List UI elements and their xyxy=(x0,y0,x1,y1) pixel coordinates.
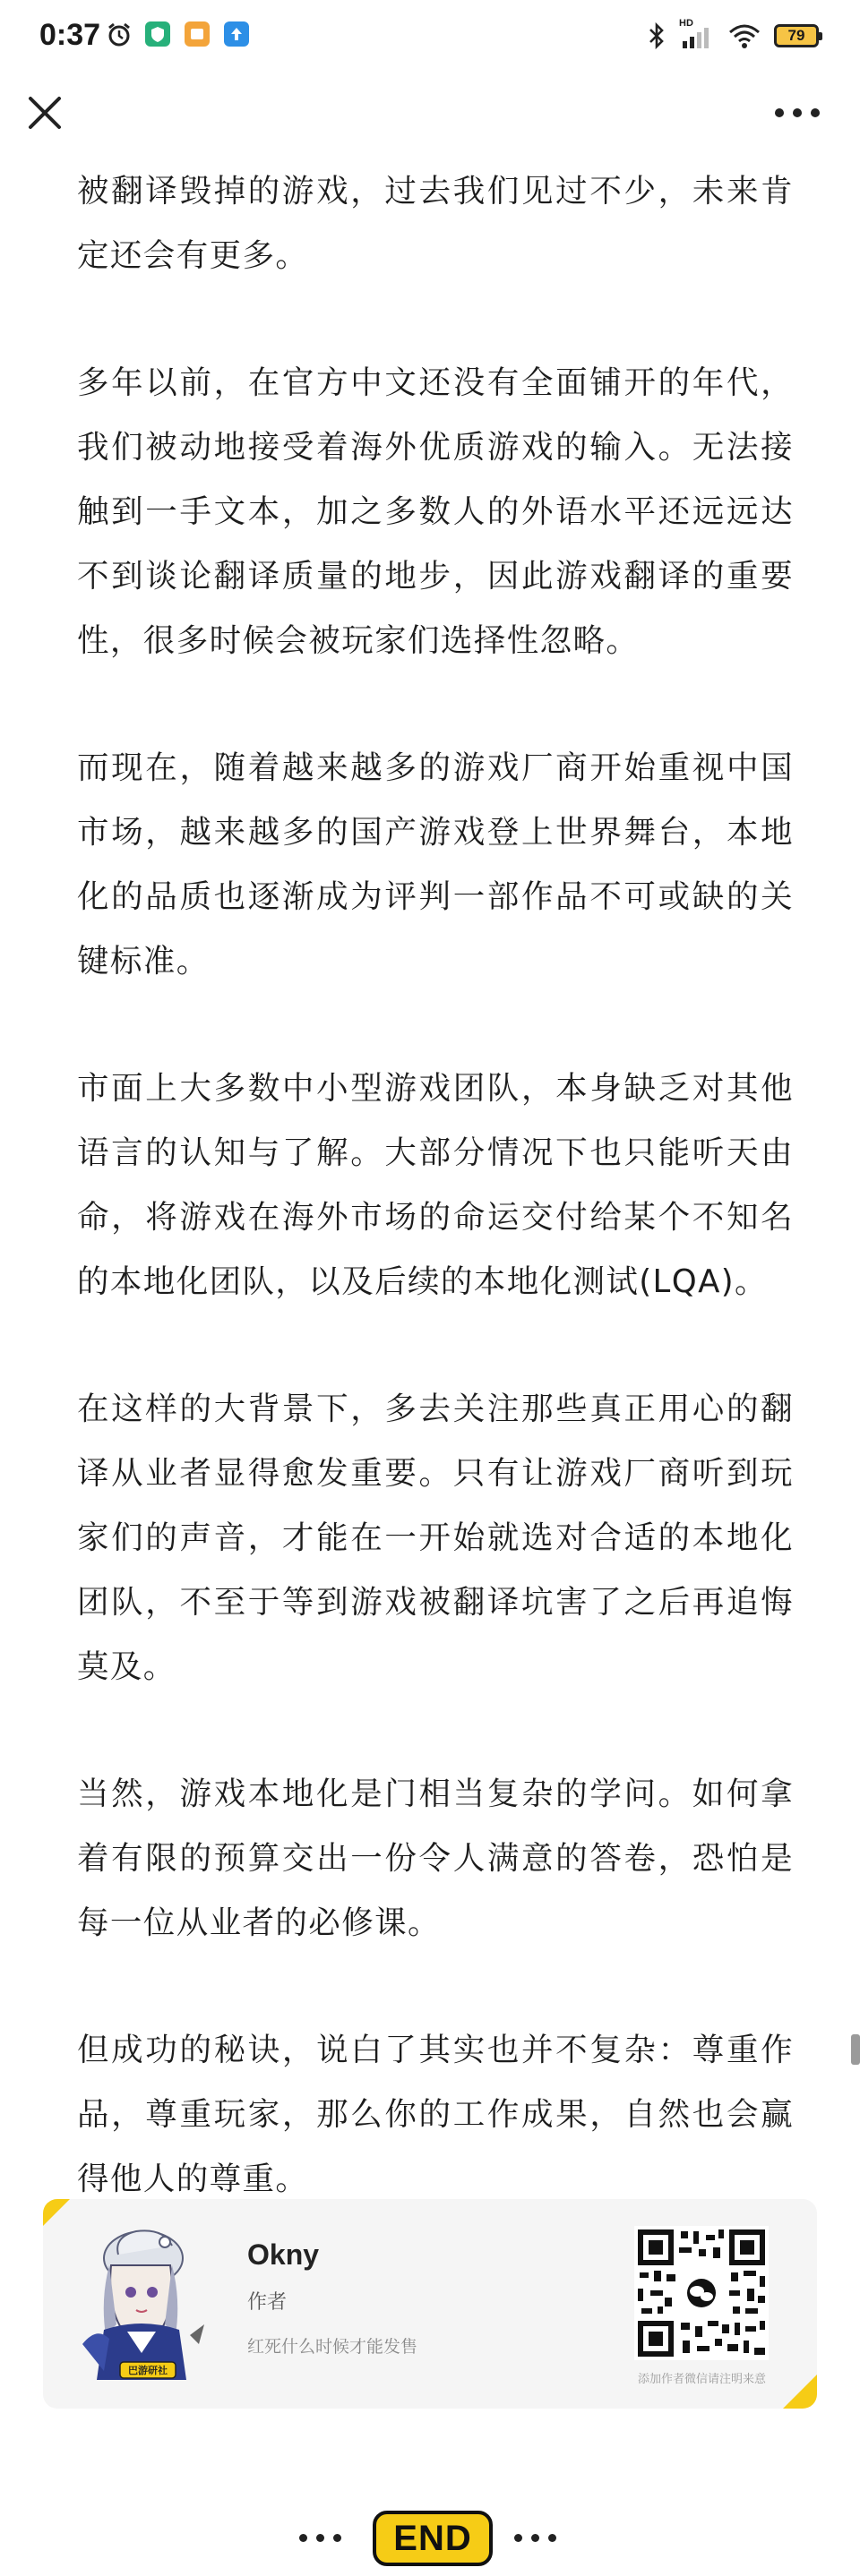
network-label: HD xyxy=(679,18,693,29)
avatar-badge: 巴游研社 xyxy=(128,2365,168,2376)
end-badge: END xyxy=(373,2511,493,2566)
app-notification-icon xyxy=(145,21,170,47)
article-paragraph: 市面上大多数中小型游戏团队，本身缺乏对其他语言的认知与了解。大部分情况下也只能听天由命，将游戏在海外市场的命运交付给某个不知名的本地化团队，以及后续的本地化测试(LQA)。 xyxy=(77,1070,794,1300)
status-bar xyxy=(0,0,860,72)
app-notification-icon xyxy=(185,21,210,47)
author-name[interactable]: Okny xyxy=(247,2238,320,2271)
end-dots-right xyxy=(514,2534,556,2542)
article-paragraph: 多年以前，在官方中文还没有全面铺开的年代，我们被动地接受着海外优质游戏的输入。无法接触到一手文本，加之多数人的外语水平还远远达不到谈论翻译质量的地步，因此游戏翻译的重要性，很多时候会被玩家们选择性忽略。 xyxy=(77,364,794,659)
author-role: 作者 xyxy=(247,2291,288,2314)
top-nav xyxy=(0,81,860,145)
battery-icon: 79 xyxy=(774,24,819,47)
wifi-icon xyxy=(727,21,761,50)
author-card[interactable] xyxy=(43,2199,817,2409)
article-paragraph: 被翻译毁掉的游戏，过去我们见过不少，未来肯定还会有更多。 xyxy=(77,173,794,274)
qr-caption: 添加作者微信请注明来意 xyxy=(638,2373,767,2386)
article-body xyxy=(77,159,794,2274)
qr-code[interactable] xyxy=(634,2226,769,2360)
more-icon[interactable] xyxy=(770,91,824,134)
author-bio: 红死什么时候才能发售 xyxy=(247,2337,418,2357)
article-paragraph: 当然，游戏本地化是门相当复杂的学问。如何拿着有限的预算交出一份令人满意的答卷，恐怕是每一位从业者的必修课。 xyxy=(77,1776,794,1941)
signal-icon xyxy=(679,18,715,50)
end-dots-left xyxy=(299,2534,341,2542)
status-time: 0:37 xyxy=(39,18,101,52)
card-corner-accent xyxy=(783,2375,817,2409)
alarm-icon xyxy=(106,21,133,48)
article-paragraph: 在这样的大背景下，多去关注那些真正用心的翻译从业者显得愈发重要。只有让游戏厂商听到玩家们的声音，才能在一开始就选对合适的本地化团队，不至于等到游戏被翻译坑害了之后再追悔莫及。 xyxy=(77,1391,794,1685)
article-paragraph: 而现在，随着越来越多的游戏厂商开始重视中国市场，越来越多的国产游戏登上世界舞台，本地化的品质也逐渐成为评判一部作品不可或缺的关键标准。 xyxy=(77,749,794,980)
bluetooth-icon xyxy=(647,21,666,50)
app-notification-icon xyxy=(224,21,249,47)
end-marker xyxy=(0,2507,860,2570)
article-paragraph: 但成功的秘诀，说白了其实也并不复杂：尊重作品，尊重玩家，那么你的工作成果，自然也会赢得他人的尊重。 xyxy=(77,2032,794,2197)
close-icon[interactable] xyxy=(23,91,66,134)
scroll-indicator[interactable] xyxy=(851,2034,860,2065)
avatar xyxy=(64,2219,217,2389)
